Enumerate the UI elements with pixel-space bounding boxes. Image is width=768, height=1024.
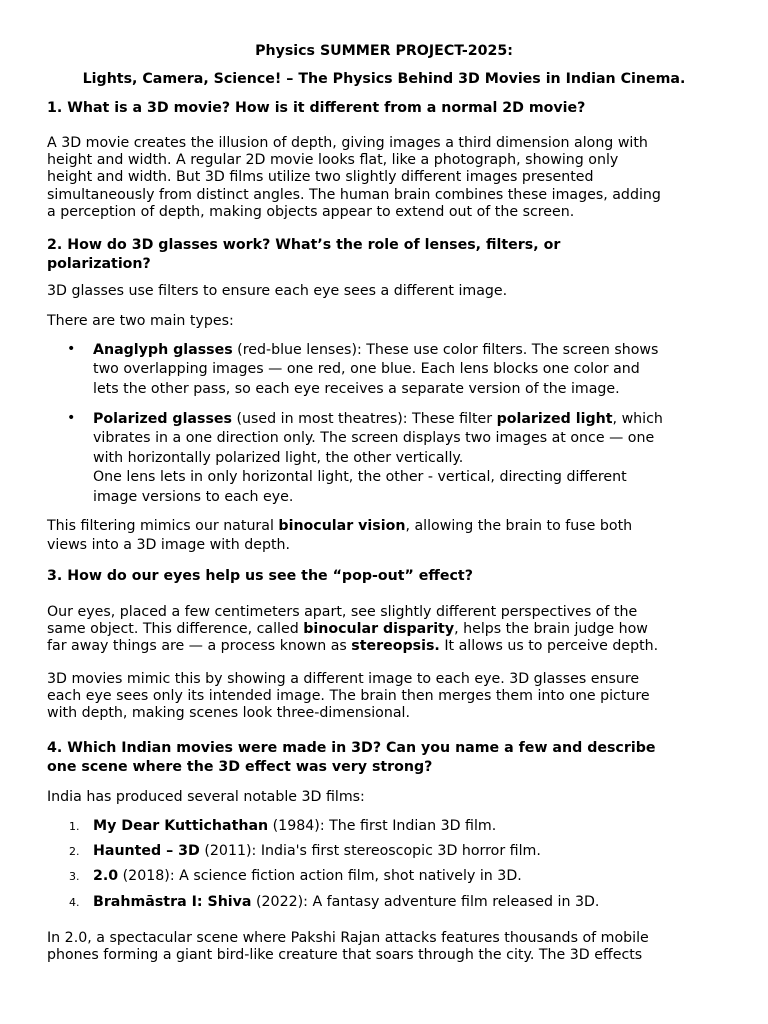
stereopsis-term: stereopsis. — [351, 638, 440, 655]
film-title: Haunted – 3D — [93, 843, 200, 859]
bullet-marker: • — [67, 410, 76, 426]
list-number: 4. — [69, 896, 80, 909]
q3-heading: 3. How do our eyes help us see the “pop-out” effect? — [47, 568, 473, 584]
q4-closing — [47, 930, 727, 964]
film-title: 2.0 — [93, 868, 119, 884]
text-span: (1984): The first Indian 3D film. — [268, 818, 497, 834]
polarized-light-term: polarized light — [496, 411, 613, 427]
text-line: each eye sees only its intended image. The brain then merges them into one picture — [47, 688, 650, 705]
text-line: In 2.0, a spectacular scene where Pakshi Rajan attacks features thousands of mobile — [47, 930, 649, 946]
q1-heading: 1. What is a 3D movie? How is it different from a normal 2D movie? — [47, 100, 586, 116]
text-span: , allowing the brain to fuse both — [405, 518, 633, 534]
text-line: views into a 3D image with depth. — [47, 537, 291, 554]
text-line: image versions to each eye. — [93, 488, 294, 505]
list-number: 2. — [69, 845, 80, 858]
text-span: , which — [612, 411, 663, 427]
text-line: vibrates in a one direction only. The screen displays two images at once — one — [93, 430, 655, 447]
text-line: phones forming a giant bird-like creature that soars through the city. The 3D effects — [47, 947, 643, 964]
text-span: same object. This difference, called — [47, 621, 304, 638]
text-line: with horizontally polarized light, the other vertically. — [93, 449, 464, 466]
text-span: , helps the brain judge how — [454, 621, 648, 638]
text-span: It allows us to perceive depth. — [439, 638, 659, 655]
list-item — [93, 893, 723, 912]
document-title: Physics SUMMER PROJECT-2025: — [255, 43, 513, 59]
text-line: a perception of depth, making objects appear to extend out of the screen. — [47, 203, 575, 220]
text-line: Our eyes, placed a few centimeters apart, see slightly different perspectives of the — [47, 604, 638, 620]
list-item — [93, 867, 723, 886]
anaglyph-term: Anaglyph glasses — [93, 342, 233, 358]
text-span: (2018): A science fiction action film, shot natively in 3D. — [118, 868, 522, 884]
q2-heading — [47, 236, 727, 274]
binocular-disparity-term: binocular disparity — [303, 621, 455, 638]
polarized-term: Polarized glasses — [93, 411, 232, 427]
q2-closing — [47, 517, 727, 556]
bullet-anaglyph — [93, 341, 723, 399]
q2-types-intro: There are two main types: — [47, 313, 234, 329]
bullet-marker: • — [67, 341, 76, 357]
heading-line: 4. Which Indian movies were made in 3D? Can you name a few and describe — [47, 740, 656, 756]
text-span: (2011): India's first stereoscopic 3D horror film. — [199, 843, 541, 859]
text-span: (red-blue lenses): These use color filters. The screen shows — [232, 342, 659, 358]
text-line: with depth, making scenes look three-dimensional. — [47, 705, 410, 722]
q4-intro: India has produced several notable 3D films: — [47, 789, 365, 805]
text-line: A 3D movie creates the illusion of depth, giving images a third dimension along with — [47, 135, 648, 151]
text-line: 3D movies mimic this by showing a different image to each eye. 3D glasses ensure — [47, 671, 640, 687]
q1-answer — [47, 135, 727, 221]
text-line: lets the other pass, so each eye receives a separate version of the image. — [93, 380, 620, 397]
q4-heading — [47, 739, 727, 777]
list-item — [93, 817, 723, 836]
bullet-polarized — [93, 410, 723, 507]
film-title: My Dear Kuttichathan — [93, 818, 269, 834]
heading-line: one scene where the 3D effect was very strong? — [47, 759, 433, 775]
text-span: (2022): A fantasy adventure film released in 3D. — [251, 894, 600, 910]
list-item — [93, 842, 723, 861]
heading-line: polarization? — [47, 256, 151, 272]
text-line: height and width. But 3D films utilize two slightly different images presented — [47, 169, 594, 186]
text-line: One lens lets in only horizontal light, the other - vertical, directing different — [93, 469, 627, 486]
text-line: two overlapping images — one red, one blue. Each lens blocks one color and — [93, 361, 640, 378]
q2-intro: 3D glasses use filters to ensure each eye sees a different image. — [47, 283, 508, 299]
text-span: far away things are — a process known as — [47, 638, 352, 655]
q3-paragraph-1 — [47, 604, 727, 656]
text-line: height and width. A regular 2D movie looks flat, like a photograph, showing only — [47, 152, 619, 169]
film-title: Brahmāstra I: Shiva — [93, 894, 252, 910]
q3-paragraph-2 — [47, 671, 727, 723]
text-span: (used in most theatres): These filter — [231, 411, 497, 427]
document-subtitle: Lights, Camera, Science! – The Physics Behind 3D Movies in Indian Cinema. — [82, 71, 686, 87]
heading-line: 2. How do 3D glasses work? What’s the role of lenses, filters, or — [47, 237, 561, 253]
text-line: simultaneously from distinct angles. The human brain combines these images, adding — [47, 186, 661, 203]
binocular-vision-term: binocular vision — [278, 518, 406, 534]
text-span: This filtering mimics our natural — [47, 518, 279, 534]
list-number: 3. — [69, 870, 80, 883]
list-number: 1. — [69, 820, 80, 833]
